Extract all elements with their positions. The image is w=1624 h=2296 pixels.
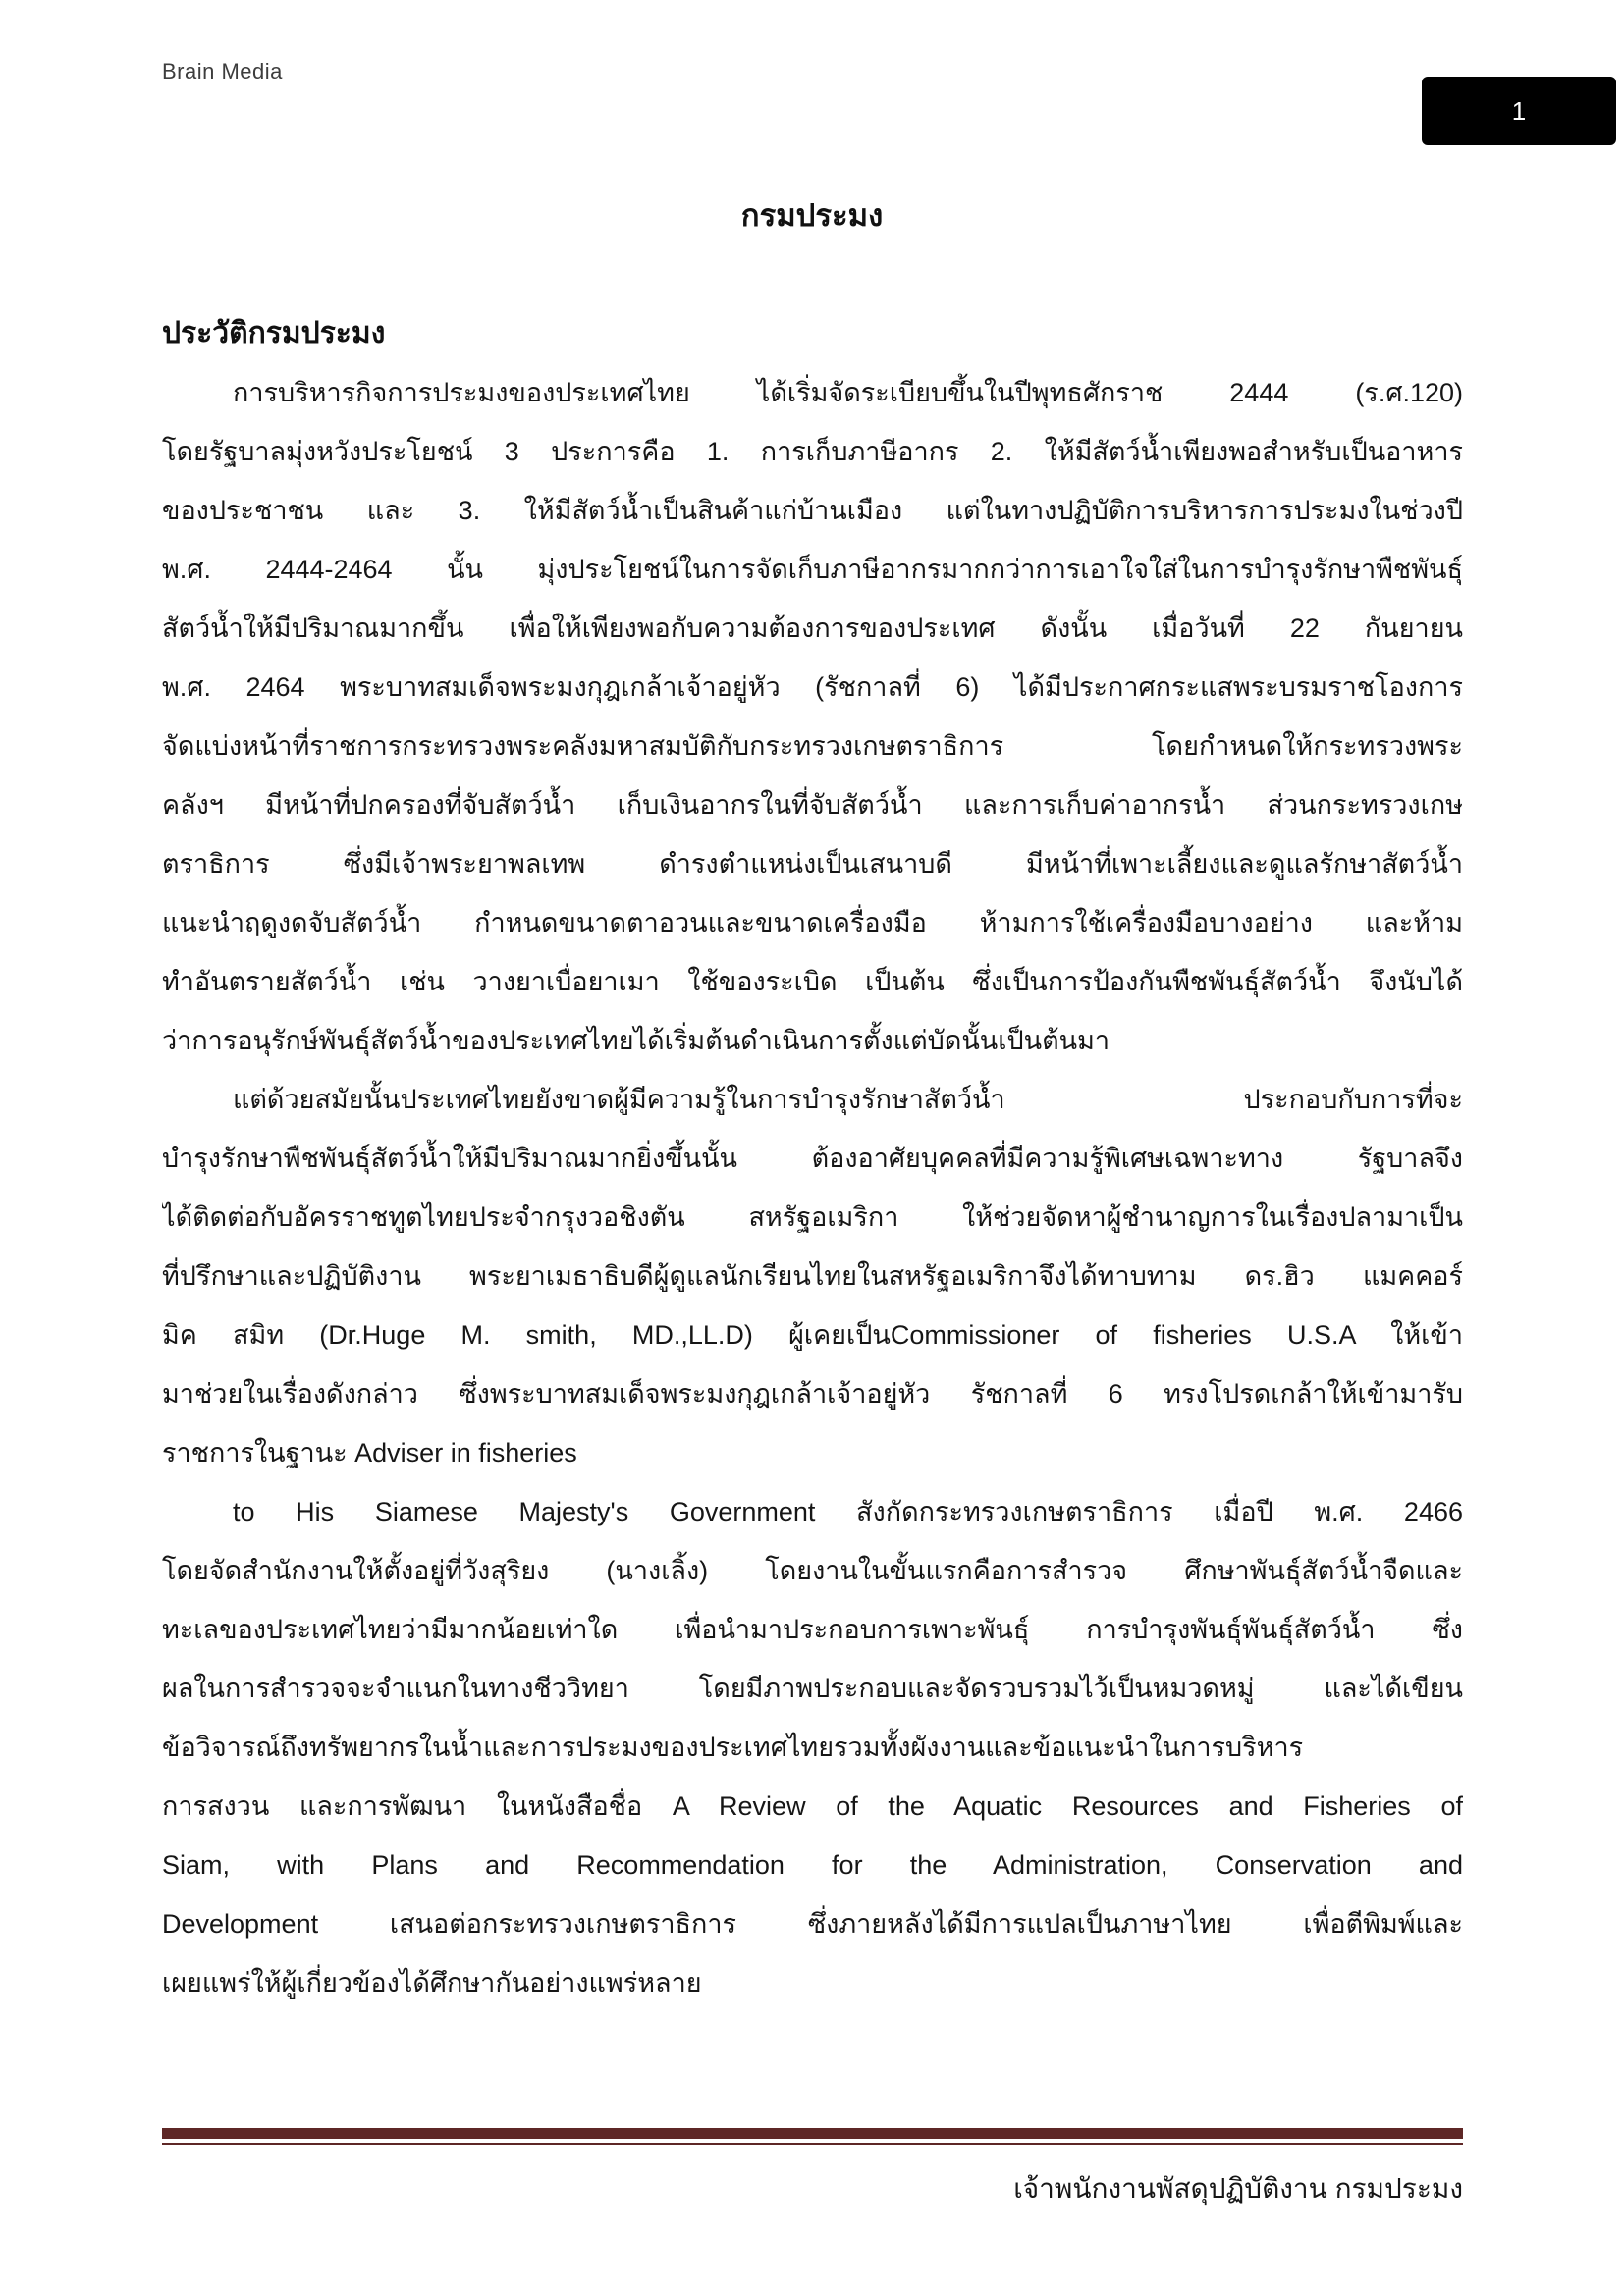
body-line: จัดแบ่งหน้าที่ราชการกระทรวงพระคลังมหาสมบัติกับกระทรวงเกษตราธิการ โดยกำหนดให้กระทรวงพระ xyxy=(162,731,1463,761)
body-line: ข้อวิจารณ์ถึงทรัพยากรในน้ำและการประมงของประเทศไทยรวมทั้งผังงานและข้อแนะนำในการบริหาร xyxy=(162,1733,1304,1762)
body-line: มาช่วยในเรื่องดังกล่าว ซึ่งพระบาทสมเด็จพระมงกุฎเกล้าเจ้าอยู่หัว รัชกาลที่ 6 ทรงโปรดเกล้าให้เข้ามารับ xyxy=(162,1379,1463,1409)
body-line: ของประชาชน และ 3. ให้มีสัตว์น้ำเป็นสินค้าแก่บ้านเมือง แต่ในทางปฏิบัติการบริหารการประมงในช่วงปี xyxy=(162,496,1463,525)
body-line: มิค สมิท (Dr.Huge M. smith, MD.,LL.D) ผู้เคยเป็นCommissioner of fisheries U.S.A ให้เข้า xyxy=(162,1320,1463,1350)
body-line: ผลในการสำรวจจะจำแนกในทางชีววิทยา โดยมีภาพประกอบและจัดรวบรวมไว้เป็นหมวดหมู่ และได้เขียน xyxy=(162,1674,1463,1703)
body-line: การสงวน และการพัฒนา ในหนังสือชื่อ A Review of the Aquatic Resources and Fisheries of xyxy=(162,1791,1463,1821)
body-line: ได้ติดต่อกับอัครราชทูตไทยประจำกรุงวอชิงตัน สหรัฐอเมริกา ให้ช่วยจัดหาผู้ชำนาญการในเรื่องปลามาเป็น xyxy=(162,1202,1463,1232)
body-line: พ.ศ. 2444-2464 นั้น มุ่งประโยชน์ในการจัดเก็บภาษีอากรมากกว่าการเอาใจใส่ในการบำรุงรักษาพืชพันธุ์ xyxy=(162,555,1463,584)
page-number: 1 xyxy=(1511,95,1527,126)
footer-rule xyxy=(162,2128,1463,2145)
body-line: โดยรัฐบาลมุ่งหวังประโยชน์ 3 ประการคือ 1. การเก็บภาษีอากร 2. ให้มีสัตว์น้ำเพียงพอสำหรับเป็นอาหาร xyxy=(162,437,1463,466)
section-heading: ประวัติกรมประมง xyxy=(162,317,386,349)
footer-signature: เจ้าพนักงานพัสดุปฏิบัติงาน กรมประมง xyxy=(1013,2173,1463,2204)
body-line: ว่าการอนุรักษ์พันธุ์สัตว์น้ำของประเทศไทยได้เริ่มต้นดำเนินการตั้งแต่บัดนั้นเป็นต้นมา xyxy=(162,1026,1110,1055)
body-line: ที่ปรึกษาและปฏิบัติงาน พระยาเมธาธิบดีผู้ดูแลนักเรียนไทยในสหรัฐอเมริกาจึงได้ทาบทาม ดร.ฮิว แมคคอร์ xyxy=(162,1261,1463,1291)
body-line: เผยแพร่ให้ผู้เกี่ยวข้องได้ศึกษากันอย่างแพร่หลาย xyxy=(162,1968,702,1998)
body-line: ราชการในฐานะ Adviser in fisheries xyxy=(162,1438,577,1468)
body-line: สัตว์น้ำให้มีปริมาณมากขึ้น เพื่อให้เพียงพอกับความต้องการของประเทศ ดังนั้น เมื่อวันที่ 22 กันยายน xyxy=(162,614,1463,643)
body-line: ทำอันตรายสัตว์น้ำ เช่น วางยาเบื่อยาเมา ใช้ของระเบิด เป็นต้น ซึ่งเป็นการป้องกันพืชพันธุ์สัตว์น้ำ จึงนับได้ xyxy=(162,967,1463,996)
body-line: คลังฯ มีหน้าที่ปกครองที่จับสัตว์น้ำ เก็บเงินอากรในที่จับสัตว์น้ำ และการเก็บค่าอากรน้ำ ส่วนกระทรวงเกษ xyxy=(162,790,1463,820)
body-line: โดยจัดสำนักงานให้ตั้งอยู่ที่วังสุริยง (นางเลิ้ง) โดยงานในขั้นแรกคือการสำรวจ ศึกษาพันธุ์สัตว์น้ำจืดและ xyxy=(162,1556,1463,1585)
body-line: แต่ด้วยสมัยนั้นประเทศไทยยังขาดผู้มีความรู้ในการบำรุงรักษาสัตว์น้ำ ประกอบกับการที่จะ xyxy=(233,1085,1463,1114)
document-title: กรมประมง xyxy=(740,198,884,233)
body-line: พ.ศ. 2464 พระบาทสมเด็จพระมงกุฎเกล้าเจ้าอยู่หัว (รัชกาลที่ 6) ได้มีประกาศกระแสพระบรมราชโองการ xyxy=(162,672,1463,702)
body-line: การบริหารกิจการประมงของประเทศไทย ได้เริ่มจัดระเบียบขึ้นในปีพุทธศักราช 2444 (ร.ศ.120) xyxy=(233,378,1463,407)
body-line: Development เสนอต่อกระทรวงเกษตราธิการ ซึ่งภายหลังได้มีการแปลเป็นภาษาไทย เพื่อตีพิมพ์และ xyxy=(162,1909,1463,1939)
body-line: Siam, with Plans and Recommendation for the Administration, Conservation and xyxy=(162,1850,1463,1880)
document-body xyxy=(162,363,1463,2012)
page-number-box xyxy=(1422,77,1616,145)
body-line: แนะนำฤดูงดจับสัตว์น้ำ กำหนดขนาดตาอวนและขนาดเครื่องมือ ห้ามการใช้เครื่องมือบางอย่าง และห้าม xyxy=(162,908,1463,937)
body-line: ตราธิการ ซึ่งมีเจ้าพระยาพลเทพ ดำรงตำแหน่งเป็นเสนาบดี มีหน้าที่เพาะเลี้ยงและดูแลรักษาสัตว์น้ำ xyxy=(162,849,1463,879)
header-brand: Brain Media xyxy=(162,59,283,83)
body-line: ทะเลของประเทศไทยว่ามีมากน้อยเท่าใด เพื่อนำมาประกอบการเพาะพันธุ์ การบำรุงพันธุ์พันธุ์สัตว์น้ำ ซึ่ง xyxy=(162,1615,1463,1644)
body-line: to His Siamese Majesty's Government สังกัดกระทรวงเกษตราธิการ เมื่อปี พ.ศ. 2466 xyxy=(233,1497,1463,1526)
body-line: บำรุงรักษาพืชพันธุ์สัตว์น้ำให้มีปริมาณมากยิ่งขึ้นนั้น ต้องอาศัยบุคคลที่มีความรู้พิเศษเฉพาะทาง รัฐบาลจึง xyxy=(162,1144,1463,1173)
